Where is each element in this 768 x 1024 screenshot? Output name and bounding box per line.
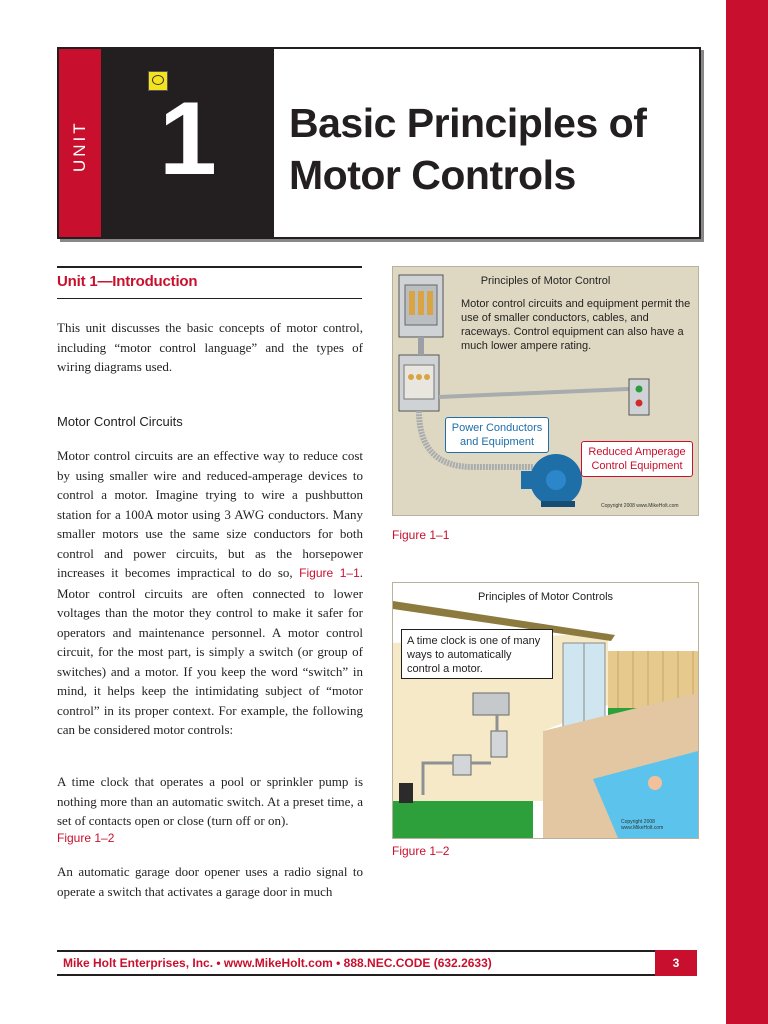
footer-publisher-text: Mike Holt Enterprises, Inc. • www.MikeHolt.com • 888.NEC.CODE (632.2633): [63, 956, 492, 970]
figure-reference-link[interactable]: Figure 1–2: [57, 831, 115, 845]
figure-caption: Figure 1–1: [392, 528, 450, 542]
unit-tab: [59, 49, 101, 237]
copyright-text: Copyright 2008 www.MikeHolt.com: [621, 819, 664, 831]
figure-title: Principles of Motor Control: [480, 275, 611, 287]
page-number: 3: [655, 950, 697, 976]
body-paragraph: An automatic garage door opener uses a radio signal to operate a switch that activates a garage door in much: [57, 864, 363, 899]
time-clock-callout: A time clock is one of many ways to automatically control a motor.: [401, 629, 553, 679]
page-edge-bar: [726, 0, 768, 1024]
body-paragraph: [57, 446, 363, 740]
paragraph-text: Motor control circuits are an effective way to reduce cost by using smaller wire and reduced-amperage devices to control a motor. Imagine trying to wire a pushbutton station for a 100A motor using 3 AWG conductors. Many smaller motors use the same size conductors for both control and power circuits, but as the horsepower increases it becomes impractical to do so,: [57, 448, 363, 580]
figure-caption: Figure 1–2: [392, 844, 450, 858]
figure-1-1: [392, 266, 699, 516]
figure-1-2: [392, 582, 699, 839]
intro-paragraph: This unit discusses the basic concepts of motor control, including “motor control language” and the types of wiring diagrams used.: [57, 320, 363, 374]
page-title: Basic Principles of Motor Controls: [289, 100, 647, 198]
page-footer: [57, 950, 697, 976]
section-rule-top: [57, 266, 362, 268]
chapter-header: [57, 47, 701, 239]
section-rule-bottom: [57, 298, 362, 299]
figure-reference-link[interactable]: Figure 1–1: [299, 566, 360, 580]
copyright-text: Copyright 2008 www.MikeHolt.com: [601, 503, 679, 509]
body-paragraph: A time clock that operates a pool or sprinkler pump is nothing more than an automatic switch. At a preset time, a set of contacts open or close (turn off or on).: [57, 774, 363, 828]
power-conductors-callout: Power Conductors and Equipment: [445, 417, 549, 453]
reduced-amperage-callout: Reduced Amperage Control Equipment: [581, 441, 693, 477]
unit-number-panel: [101, 49, 274, 237]
unit-number: 1: [159, 81, 217, 197]
subheading: Motor Control Circuits: [57, 414, 183, 429]
figure-title: Principles of Motor Controls: [477, 591, 614, 603]
section-heading: Unit 1—Introduction: [57, 273, 198, 290]
pool-pump-illustration: [393, 583, 698, 838]
unit-label: UNIT: [70, 120, 89, 172]
figure-description: Motor control circuits and equipment permit the use of smaller conductors, cables, and raceways. Control equipment can also have a much lower ampere rating.: [461, 298, 691, 352]
paragraph-text: . Motor control circuits are often connected to lower voltages than the motor they control to make it safer for operators and maintenance personnel. A motor control circuit, for the most part, is simply a switch (or group of switches) and a motor. If you keep the word “switch” in mind, it helps keep the intimidating subject of “motor control” in its proper context. For example, the following can be considered motor controls:: [57, 565, 364, 737]
